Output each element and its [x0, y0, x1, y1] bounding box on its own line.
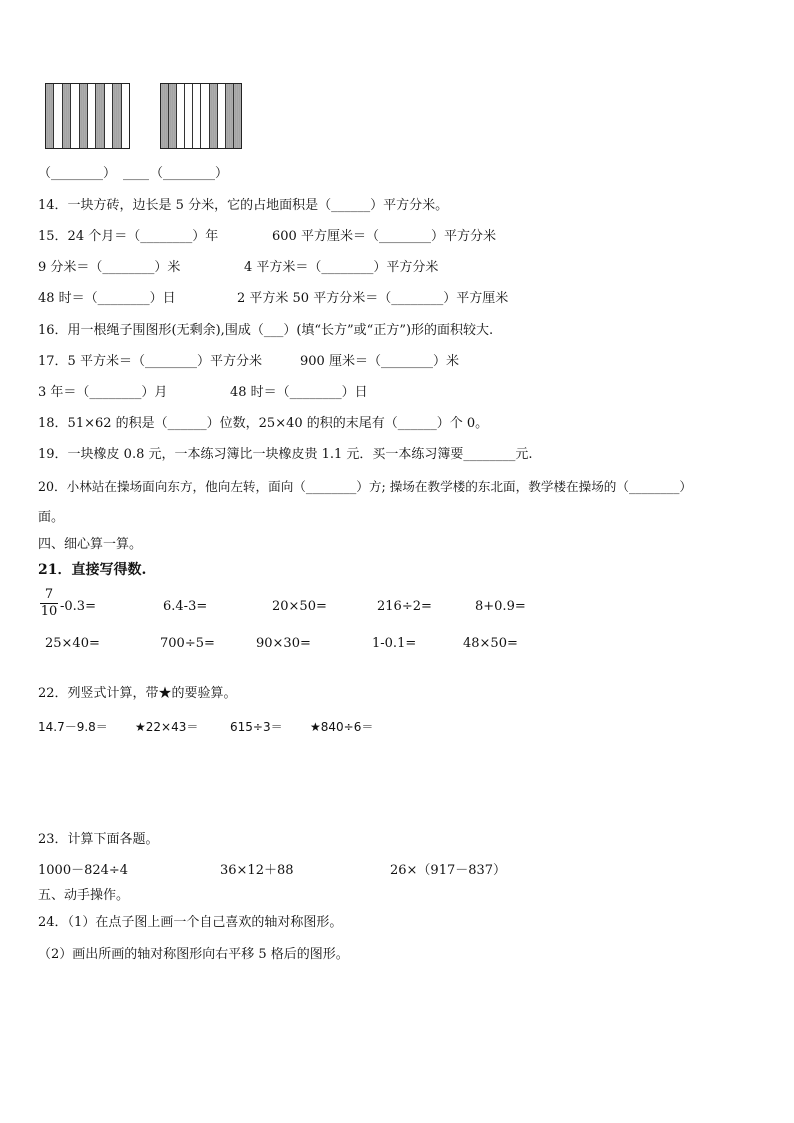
question-20-line2: 面。 [38, 510, 65, 525]
question-15-b: 600 平方厘米＝（________）平方分米 [272, 229, 496, 244]
question-23-title: 23．计算下面各题。 [38, 832, 159, 847]
q13-mid-blank: ____ [123, 166, 149, 181]
q22-item: ★22×43＝ [135, 720, 199, 734]
question-17-c: 3 年＝（________）月 [38, 385, 168, 400]
figure-stripe [63, 84, 71, 148]
question-15-a: 15．24 个月＝（________）年 [38, 229, 219, 244]
figure-stripe [193, 84, 201, 148]
question-15-d: 4 平方米＝（________）平方分米 [244, 260, 439, 275]
fraction-denominator: 10 [40, 604, 58, 619]
fraction-numerator: 7 [44, 587, 54, 602]
section-5-heading: 五、动手操作。 [38, 888, 130, 903]
q23-item: 36×12＋88 [220, 863, 294, 878]
q23-item: 1000－824÷4 [38, 863, 129, 878]
figure-stripe [80, 84, 88, 148]
figure-stripe [226, 84, 234, 148]
q22-item: 615÷3＝ [230, 720, 283, 734]
q21-item: 90×30= [256, 636, 311, 651]
q21-item: 20×50= [272, 599, 327, 614]
q21-item: 8+0.9= [475, 599, 526, 614]
q21-item: 48×50= [463, 636, 518, 651]
figure-stripe [201, 84, 209, 148]
question-24-part2: （2）画出所画的轴对称图形向右平移 5 格后的图形。 [38, 947, 349, 962]
question-18: 18．51×62 的积是（______）位数，25×40 的积的末尾有（______）个 0。 [38, 416, 489, 431]
q21-item: 1-0.1= [372, 636, 417, 651]
q22-item: ★840÷6＝ [310, 720, 374, 734]
figure-stripe [218, 84, 226, 148]
figure-stripe [210, 84, 218, 148]
question-17-b: 900 厘米＝（________）米 [300, 354, 459, 369]
q13-right-blank: （________） [150, 166, 229, 181]
figure-stripe [234, 84, 241, 148]
question-15-e: 48 时＝（________）日 [38, 291, 176, 306]
q21-item: 6.4-3= [163, 599, 208, 614]
figure-stripe [46, 84, 54, 148]
question-22-title: 22．列竖式计算，带★的要验算。 [38, 686, 237, 701]
question-24-part1: 24．（1）在点子图上画一个自己喜欢的轴对称图形。 [38, 915, 343, 930]
figure-stripe [88, 84, 96, 148]
question-20-line1: 20．小林站在操场面向东方，他向左转，面向（________）方; 操场在教学楼的东北面，教学楼在操场的（________） [38, 479, 692, 494]
figure-stripe [169, 84, 177, 148]
figure-stripe [113, 84, 121, 148]
strip-figure-right [160, 83, 242, 149]
question-15-c: 9 分米＝（________）米 [38, 260, 181, 275]
figure-stripe [54, 84, 62, 148]
q21-item: 216÷2= [377, 599, 432, 614]
q13-left-blank: （________） [38, 166, 117, 181]
question-21-title: 21．直接写得数. [38, 562, 147, 578]
q23-item: 26×（917－837） [390, 863, 507, 878]
question-17-a: 17．5 平方米＝（________）平方分米 [38, 354, 262, 369]
q22-item: 14.7－9.8＝ [38, 720, 108, 734]
question-17-d: 48 时＝（________）日 [230, 385, 368, 400]
q21-item: -0.3= [60, 599, 96, 614]
strip-figure-left [45, 83, 130, 149]
fraction-7-10 [40, 588, 58, 619]
section-4-heading: 四、细心算一算。 [38, 537, 143, 552]
question-16: 16．用一根绳子围图形(无剩余),围成（___）(填“长方”或“正方”)形的面积较大. [38, 323, 494, 338]
figure-stripe [161, 84, 169, 148]
question-14: 14．一块方砖，边长是 5 分米，它的占地面积是（______）平方分米。 [38, 198, 449, 213]
figure-stripe [96, 84, 104, 148]
q21-item: 25×40= [45, 636, 100, 651]
q21-item: 700÷5= [160, 636, 215, 651]
question-19: 19．一块橡皮 0.8 元，一本练习簿比一块橡皮贵 1.1 元．买一本练习簿要________元. [38, 447, 533, 462]
figure-stripe [185, 84, 193, 148]
figure-stripe [105, 84, 113, 148]
question-15-f: 2 平方米 50 平方分米＝（________）平方厘米 [237, 291, 509, 306]
figure-stripe [71, 84, 79, 148]
figure-stripe [177, 84, 185, 148]
figure-stripe [122, 84, 129, 148]
